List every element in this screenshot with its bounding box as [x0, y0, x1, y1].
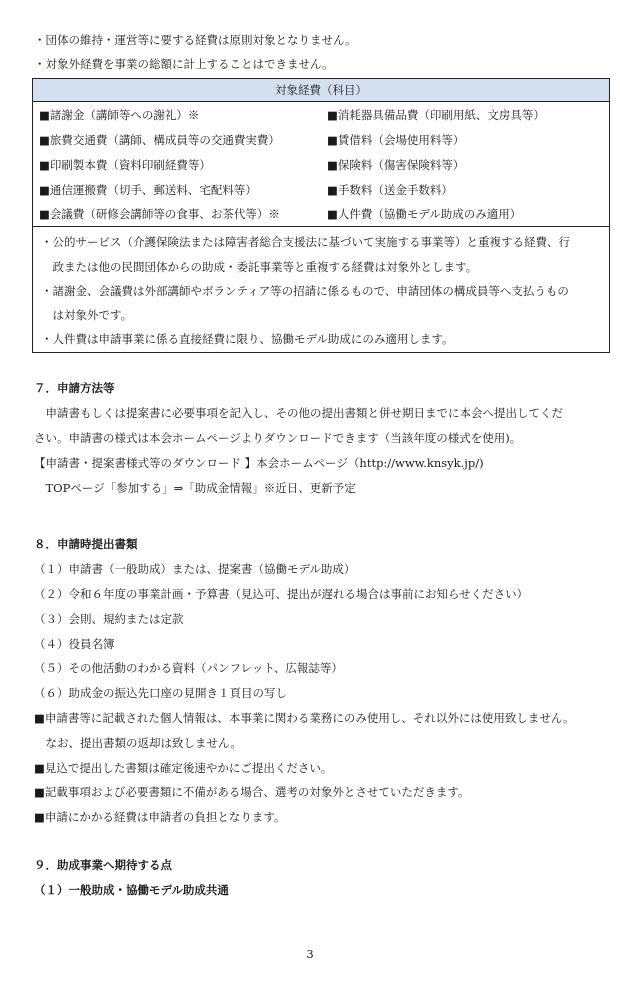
expense-left-1: ■諸謝金（講師等への謝礼）※ [39, 108, 200, 122]
notice-line: ■見込で提出した書類は確定後速やかにご提出ください。 [34, 761, 333, 775]
expense-left-2: ■旅費交通費（講師、構成員等の交通費実費） [39, 133, 280, 147]
document-item: （１）申請書（一般助成）または、提案書（協働モデル助成） [34, 562, 356, 576]
expense-right-4: ■手数料（送金手数料） [327, 183, 453, 197]
document-item: （２）令和６年度の事業計画・予算書（見込可、提出が遅れる場合は事前にお知らせください） [34, 587, 529, 601]
expense-note-line: ・人件費は申請事業に係る直接経費に限り、協働モデル助成にのみ適用します。 [41, 332, 454, 346]
expense-left-5: ■会議費（研修会講師等の食事、お茶代等）※ [39, 207, 280, 221]
document-item: （６）助成金の振込先口座の見開き１頁目の写し [34, 686, 287, 700]
expense-note-line: ・諸謝金、会議費は外部講師やボランティア等の招請に係るもので、申請団体の構成員等へ支払うもの [41, 284, 569, 298]
section7-heading: ７．申請方法等 [34, 381, 115, 395]
notice-line: なお、提出書類の返却は致しません。 [34, 736, 242, 750]
section8-heading: ８．申請時提出書類 [34, 537, 138, 551]
document-item: （５）その他活動のわかる資料（パンフレット、広報誌等） [34, 661, 343, 675]
section7-line: さい。申請書の様式は本会ホームページよりダウンロードできます（当該年度の様式を使用)。 [34, 431, 522, 445]
expense-note-line: 政または他の民間団体からの助成・委託事業等と重複する経費は対象外とします。 [41, 260, 478, 274]
expense-right-2: ■賃借料（会場使用料等） [327, 133, 465, 147]
expense-note-line: ・公的サービス（介護保険法または障害者総合支援法に基づいて実施する事業等）と重複する経費、行 [41, 235, 570, 249]
expense-table [32, 78, 610, 353]
expense-table-header: 対象経費（科目） [33, 79, 609, 102]
top-page-path: TOPページ「参加する」⇒「助成金情報」※近日、更新予定 [34, 481, 356, 495]
download-line: 【申請書・提案書様式等のダウンロード 】本会ホームページ（http://www.knsyk.jp/) [34, 456, 484, 470]
section7-line: 申請書もしくは提案書に必要事項を記入し、その他の提出書類と併せ期日までに本会へ提出してくだ [34, 406, 563, 420]
expense-left-3: ■印刷製本費（資料印刷経費等） [39, 158, 211, 172]
page-number: 3 [306, 947, 314, 961]
expense-right-5: ■人件費（協働モデル助成のみ適用） [327, 207, 522, 221]
notice-line: ■申請にかかる経費は申請者の負担となります。 [34, 810, 286, 824]
expense-left-4: ■通信運搬費（切手、郵送料、宅配料等） [39, 183, 257, 197]
document-item: （４）役員名簿 [34, 637, 115, 651]
notice-line: ■記載事項および必要書類に不備がある場合、選考の対象外とさせていただきます。 [34, 785, 470, 799]
intro-line-2: ・対象外経費を事業の総額に計上することはできません。 [34, 57, 334, 71]
expense-note-line: は対象外です。 [41, 308, 133, 322]
document-item: （３）会則、規約または定款 [34, 612, 184, 626]
section9-heading: ９．助成事業へ期待する点 [34, 858, 172, 872]
notice-line: ■申請書等に記載された個人情報は、本事業に関わる業務にのみ使用し、それ以外には使用致しません。 [34, 711, 575, 725]
expense-notes [33, 226, 609, 352]
section9-subheading: （１）一般助成・協働モデル助成共通 [34, 883, 229, 897]
intro-line-1: ・団体の維持・運営等に要する経費は原則対象となりません。 [34, 33, 357, 47]
expense-right-1: ■消耗器具備品費（印刷用紙、文房具等） [327, 108, 545, 122]
expense-right-3: ■保険料（傷害保険料等） [327, 158, 465, 172]
